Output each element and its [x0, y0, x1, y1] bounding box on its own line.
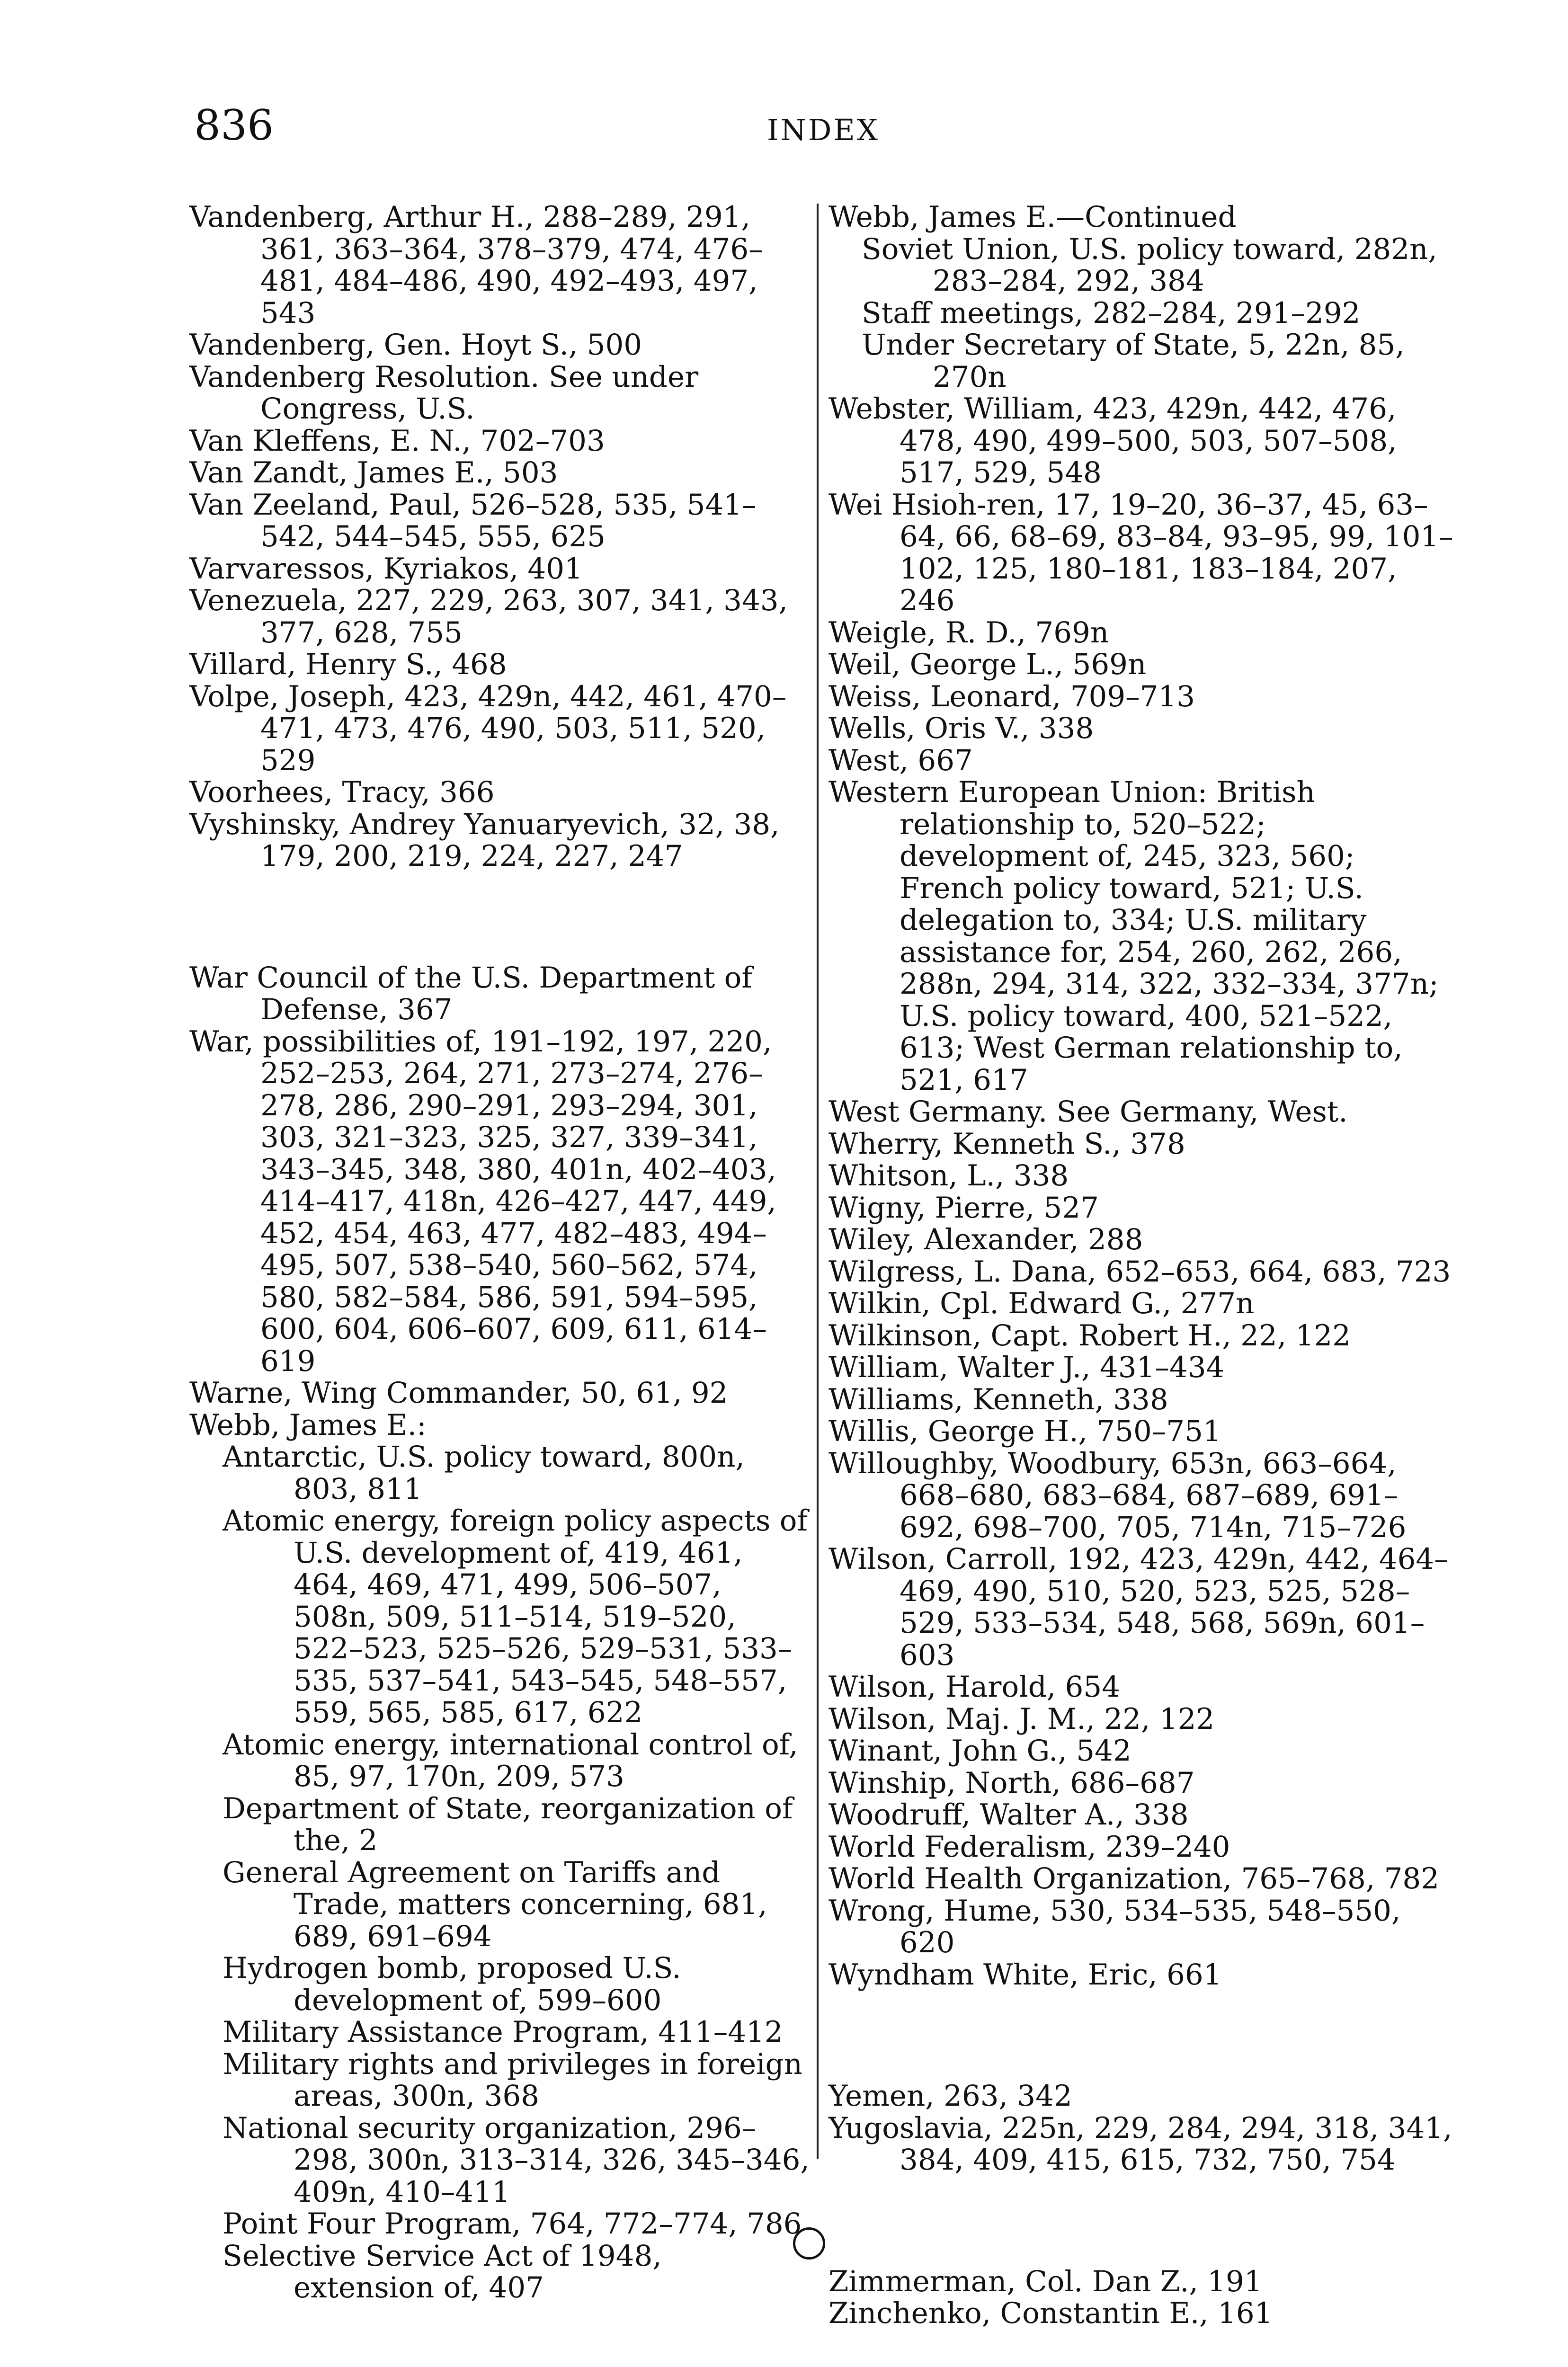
index-subentry: National security organization, 296–298, 300n, 313–314, 326, 345–346, 409n, 410–411 — [223, 2111, 810, 2209]
index-column-left — [189, 201, 810, 2304]
index-entry: Wrong, Hume, 530, 534–535, 548–550, 620 — [829, 1894, 1401, 1959]
index-entry: Wells, Oris V., 338 — [829, 712, 1094, 745]
index-entry: Weiss, Leonard, 709–713 — [829, 679, 1195, 713]
index-column-right — [829, 201, 1458, 2330]
index-entry: Vandenberg, Gen. Hoyt S., 500 — [189, 328, 642, 362]
index-entry: Webb, James E.: — [189, 1408, 427, 1442]
index-entry: Western European Union: British relationship to, 520–522; development of, 245, 323, 560; French policy toward, 521; U.S. delegation to, 334; U.S. military assistance for, 254, 260, 262, 266, 288n, 294, 314, 322, 332–334, 377n; U.S. policy toward, 400, 521–522, 613; West German relationship to, 521, 617 — [829, 775, 1439, 1097]
index-entry: William, Walter J., 431–434 — [829, 1351, 1225, 1384]
index-entry: Wilson, Carroll, 192, 423, 429n, 442, 464–469, 490, 510, 520, 523, 525, 528–529, 533–534, 548, 568, 569n, 601–603 — [829, 1542, 1449, 1672]
index-entry: Vandenberg, Arthur H., 288–289, 291, 361, 363–364, 378–379, 474, 476–481, 484–486, 490, 492–493, 497, 543 — [189, 200, 763, 330]
index-subentry: Atomic energy, international control of, 85, 97, 170n, 209, 573 — [223, 1727, 798, 1793]
index-entry: Vyshinsky, Andrey Yanuaryevich, 32, 38, 179, 200, 219, 224, 227, 247 — [189, 807, 780, 873]
index-entry: Volpe, Joseph, 423, 429n, 442, 461, 470–471, 473, 476, 490, 503, 511, 520, 529 — [189, 679, 787, 777]
index-entry: Wilkinson, Capt. Robert H., 22, 122 — [829, 1318, 1351, 1353]
index-entry: West Germany. See Germany, West. — [829, 1095, 1348, 1129]
index-entry: Wherry, Kenneth S., 378 — [829, 1127, 1185, 1161]
index-entry: Webb, James E.—Continued — [829, 200, 1237, 234]
index-entry: Villard, Henry S., 468 — [189, 648, 507, 681]
index-entry: Wyndham White, Eric, 661 — [829, 1958, 1222, 1992]
index-subentry: Under Secretary of State, 5, 22n, 85, 270n — [862, 328, 1405, 394]
index-entry: Wiley, Alexander, 288 — [829, 1223, 1143, 1256]
index-entry: Winship, North, 686–687 — [829, 1766, 1195, 1800]
end-of-index-mark — [793, 2227, 825, 2260]
index-entry: Wigny, Pierre, 527 — [829, 1191, 1099, 1225]
letter-section-gap — [829, 2020, 1458, 2051]
index-entry: Wilgress, L. Dana, 652–653, 664, 683, 723 — [829, 1255, 1451, 1289]
index-entry: Van Zeeland, Paul, 526–528, 535, 541–542, 544–545, 555, 625 — [189, 488, 757, 553]
index-subentry: Selective Service Act of 1948, extension of, 407 — [223, 2239, 662, 2305]
column-divider — [817, 204, 819, 2159]
index-subentry: Soviet Union, U.S. policy toward, 282n, 283–284, 292, 384 — [862, 232, 1437, 298]
index-entry: Varvaressos, Kyriakos, 401 — [189, 552, 583, 586]
index-columns — [189, 200, 1453, 2330]
index-entry: Zinchenko, Constantin E., 161 — [829, 2296, 1273, 2330]
letter-section-gap — [829, 2205, 1458, 2237]
index-entry: World Federalism, 239–240 — [829, 1830, 1230, 1864]
index-subentry: Antarctic, U.S. policy toward, 800n, 803, 811 — [223, 1440, 745, 1506]
index-entry: Willoughby, Woodbury, 653n, 663–664, 668–680, 683–684, 687–689, 691–692, 698–700, 705, 714n, 715–726 — [829, 1446, 1407, 1544]
index-entry: War Council of the U.S. Department of Defense, 367 — [189, 961, 752, 1026]
index-entry: Weil, George L., 569n — [829, 648, 1147, 681]
page-header — [194, 99, 1359, 151]
index-entry: Whitson, L., 338 — [829, 1159, 1069, 1192]
index-entry: Yugoslavia, 225n, 229, 284, 294, 318, 341, 384, 409, 415, 615, 732, 750, 754 — [829, 2111, 1452, 2177]
index-subentry: Atomic energy, foreign policy aspects of U.S. development of, 419, 461, 464, 469, 471, 499, 506–507, 508n, 509, 511–514, 519–520, 522–523, 525–526, 529–531, 533–535, 537–541, 543–545, 548–557, 559, 565, 585, 617, 622 — [223, 1504, 808, 1729]
index-subentry: Department of State, reorganization of the, 2 — [223, 1791, 793, 1857]
index-entry: Warne, Wing Commander, 50, 61, 92 — [189, 1376, 728, 1410]
index-entry: West, 667 — [829, 743, 973, 777]
index-entry: War, possibilities of, 191–192, 197, 220, 252–253, 264, 271, 273–274, 276–278, 286, 290–291, 293–294, 301, 303, 321–323, 325, 327, 339–341, 343–345, 348, 380, 401n, 402–403, 414–417, 418n, 426–427, 447, 449, 452, 454, 463, 477, 482–483, 494–495, 507, 538–540, 560–562, 574, 580, 582–584, 586, 591, 594–595, 600, 604, 606–607, 609, 611, 614–619 — [189, 1024, 776, 1378]
index-subentry: Hydrogen bomb, proposed U.S. development of, 599–600 — [223, 1951, 681, 2017]
index-entry: Weigle, R. D., 769n — [829, 615, 1109, 650]
index-entry: Voorhees, Tracy, 366 — [189, 775, 495, 809]
index-subentry: Military rights and privileges in foreign areas, 300n, 368 — [223, 2047, 802, 2113]
running-head: INDEX — [767, 113, 880, 147]
index-entry: Willis, George H., 750–751 — [829, 1415, 1221, 1448]
index-entry: Van Kleffens, E. N., 702–703 — [189, 424, 605, 458]
index-entry: Woodruff, Walter A., 338 — [829, 1798, 1189, 1832]
index-entry: Vandenberg Resolution. See under Congress, U.S. — [189, 360, 699, 426]
index-entry: Webster, William, 423, 429n, 442, 476, 478, 490, 499–500, 503, 507–508, 517, 529, 548 — [829, 392, 1397, 489]
index-entry: Venezuela, 227, 229, 263, 307, 341, 343, 377, 628, 755 — [189, 584, 788, 650]
index-entry: Wei Hsioh-ren, 17, 19–20, 36–37, 45, 63–64, 66, 68–69, 83–84, 93–95, 99, 101–102, 125, 180–181, 183–184, 207, 246 — [829, 488, 1453, 617]
index-entry: Wilson, Harold, 654 — [829, 1670, 1120, 1704]
index-entry: Wilkin, Cpl. Edward G., 277n — [829, 1287, 1255, 1320]
page-number: 836 — [194, 101, 274, 150]
index-entry: Van Zandt, James E., 503 — [189, 456, 558, 489]
index-entry: Williams, Kenneth, 338 — [829, 1382, 1168, 1416]
index-entry: Yemen, 263, 342 — [829, 2079, 1072, 2113]
index-subentry: Point Four Program, 764, 772–774, 786 — [223, 2207, 802, 2241]
letter-section-gap — [189, 901, 810, 933]
index-subentry: General Agreement on Tariffs and Trade, matters concerning, 681, 689, 691–694 — [223, 1855, 767, 1953]
index-entry: Winant, John G., 542 — [829, 1734, 1131, 1768]
index-entry: Wilson, Maj. J. M., 22, 122 — [829, 1702, 1215, 1736]
index-entry: World Health Organization, 765–768, 782 — [829, 1862, 1440, 1895]
index-subentry: Staff meetings, 282–284, 291–292 — [862, 296, 1361, 330]
index-entry: Zimmerman, Col. Dan Z., 191 — [829, 2264, 1263, 2298]
index-subentry: Military Assistance Program, 411–412 — [223, 2015, 783, 2049]
